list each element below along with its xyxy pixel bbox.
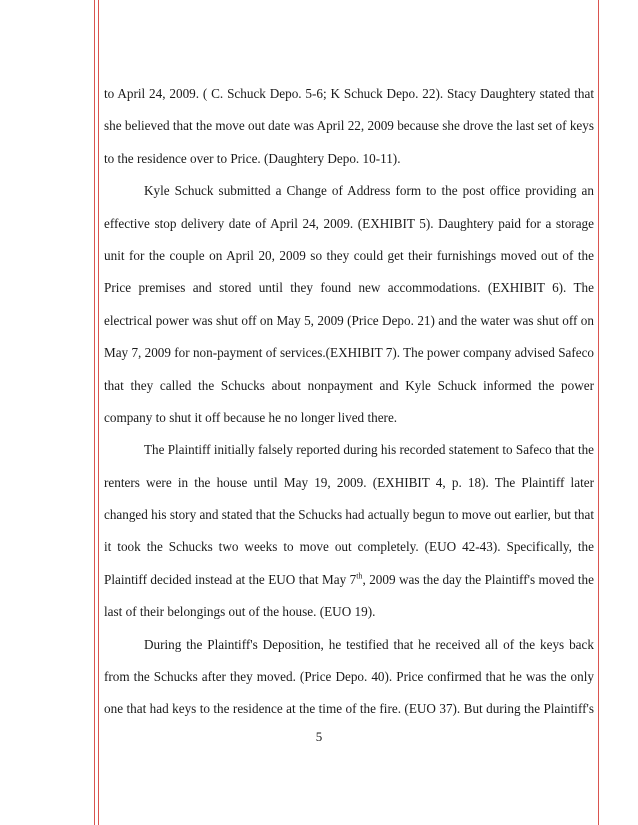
text-line: last of their belongings out of the house. (EUO 19). xyxy=(104,604,376,620)
text-line: During the Plaintiff's Deposition, he testified that he received all of the keys back xyxy=(144,636,594,652)
text-line: Plaintiff decided instead at the EUO that May 7th, 2009 was the day the Plaintiff's moved the xyxy=(104,571,594,587)
page-number: 5 xyxy=(315,729,323,744)
text-line: May 7, 2009 for non-payment of services.(EXHIBIT 7). The power company advised Safeco xyxy=(104,345,594,361)
margin-rule-right xyxy=(598,0,599,825)
text-line: that they called the Schucks about nonpayment and Kyle Schuck informed the power xyxy=(104,377,594,393)
margin-rule-left-inner xyxy=(98,0,99,825)
text-line: company to shut it off because he no longer lived there. xyxy=(104,409,398,425)
text-line: renters were in the house until May 19, 2009. (EXHIBIT 4, p. 18). The Plaintiff later xyxy=(104,474,594,490)
text-line: one that had keys to the residence at the time of the fire. (EUO 37). But during the Plaintiff's xyxy=(104,701,594,717)
text-line: to the residence over to Price. (Daughtery Depo. 10-11). xyxy=(104,150,401,166)
text-line: The Plaintiff initially falsely reported during his recorded statement to Safeco that the xyxy=(144,442,594,458)
text-line: Kyle Schuck submitted a Change of Address form to the post office providing an xyxy=(144,183,594,199)
text-line: she believed that the move out date was April 22, 2009 because she drove the last set of keys xyxy=(104,118,594,134)
text-line: effective stop delivery date of April 24, 2009. (EXHIBIT 5). Daughtery paid for a storage xyxy=(104,215,594,231)
margin-rule-left-outer xyxy=(94,0,95,825)
text-line: changed his story and stated that the Schucks had actually begun to move out earlier, but that xyxy=(104,507,594,523)
text-line: Price premises and stored until they found new accommodations. (EXHIBIT 6). The xyxy=(104,280,594,296)
document-body xyxy=(104,78,594,726)
ordinal-superscript: th xyxy=(356,571,363,581)
text-line: from the Schucks after they moved. (Price Depo. 40). Price confirmed that he was the only xyxy=(104,669,594,685)
text-line: it took the Schucks two weeks to move out completely. (EUO 42-43). Specifically, the xyxy=(104,539,594,555)
text-line: electrical power was shut off on May 5, 2009 (Price Depo. 21) and the water was shut off on xyxy=(104,312,594,328)
text-line: to April 24, 2009. ( C. Schuck Depo. 5-6; K Schuck Depo. 22). Stacy Daughtery stated that xyxy=(104,86,594,101)
text-line: unit for the couple on April 20, 2009 so they could get their furnishings moved out of the xyxy=(104,247,594,263)
